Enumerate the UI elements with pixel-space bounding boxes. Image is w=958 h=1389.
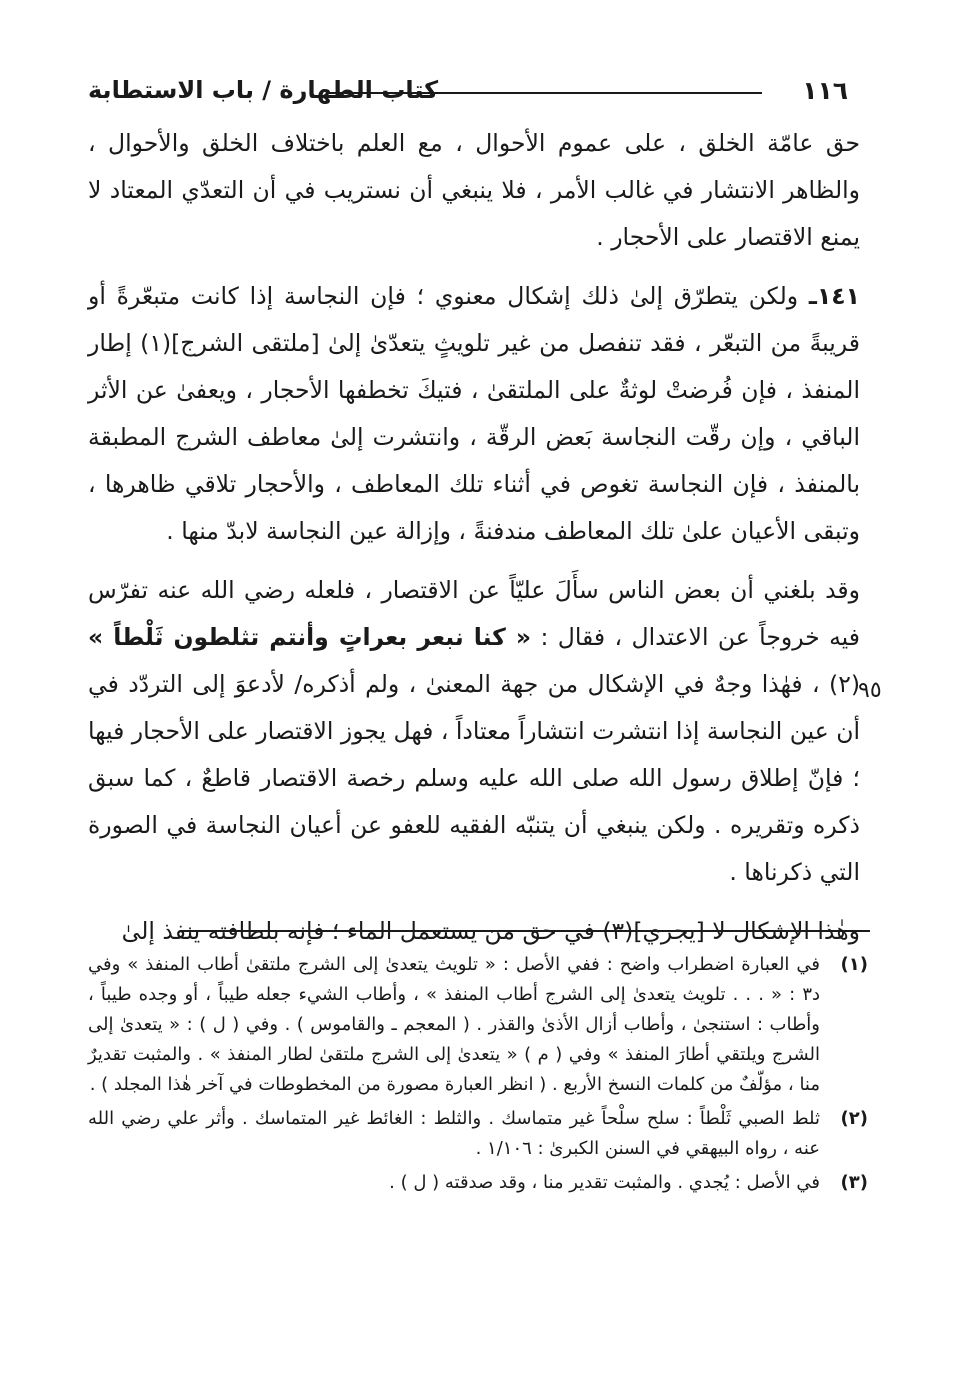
footnote-2 bbox=[88, 1104, 868, 1164]
paragraph-4: وهٰذا الإشكال لا [يجري](٣) في حق من يستعمل الماء ؛ فإنه بلطافته ينفذ إلىٰ bbox=[121, 917, 860, 945]
paragraph-3 bbox=[88, 567, 860, 896]
running-title: كتاب الطهارة / باب الاستطابة bbox=[88, 76, 439, 104]
page-header bbox=[88, 72, 848, 112]
paragraph-141 bbox=[88, 273, 860, 555]
paragraph-3-text-a: وقد بلغني أن بعض الناس سأَلَ عليّاً عن الاقتصار ، فلعله رضي الله عنه تفرّس فيه خروجاً عن الاعتدال ، فقال : bbox=[88, 576, 860, 651]
footnote-text: في الأصل : يُجدي . والمثبت تقدير منا ، وقد صدقته ( ل ) . bbox=[389, 1172, 820, 1193]
paragraph-number: ١٤١ـ bbox=[808, 282, 860, 310]
footnote-text: في العبارة اضطراب واضح : ففي الأصل : « تلويث يتعدىٰ إلى الشرج ملتقىٰ أطاب المنفذ » وفي د٣ : « . . . تلويث يتعدىٰ إلى الشرج أطاب المنفذ » ، وأطاب الشيء جعله طيباً ، أو وجده طيباً ، وأطاب : استنجىٰ ، وأطاب أزال الأذىٰ والقذر . ( المعجم ـ والقاموس ) . وفي ( ل ) : « يتعدىٰ إلى الشرج ويلتقي أطارَ المنفذ » وفي ( م ) « يتعدىٰ إلى الشرج ملتقىٰ لطار المنفذ » . والمثبت تقديرٌ منا ، مؤلّفٌ من كلمات النسخ الأربع . ( انظر العبارة مصورة من المخطوطات في آخر هٰذا المجلد ) . bbox=[88, 954, 820, 1095]
footnote-3 bbox=[88, 1168, 868, 1198]
footnote-mark: (١) bbox=[840, 954, 868, 975]
quote-ali: « كنا نبعر بعراتٍ وأنتم تثلطون ثَلْطاً » bbox=[88, 623, 532, 651]
footnotes bbox=[88, 950, 868, 1202]
page-number: ١١٦ bbox=[802, 76, 848, 105]
paragraph-141-text: ولكن يتطرّق إلىٰ ذلك إشكال معنوي ؛ فإن النجاسة إذا كانت متبعّرةً أو قريبةً من التبعّر ، فقد تنفصل من غير تلويثٍ يتعدّىٰ إلىٰ [ملتقى الشرج](١) إطار المنفذ ، فإن فُرضتْ لوثةٌ على الملتقىٰ ، فتيكَ تخطفها الأحجار ، ويعفىٰ عن الأثر الباقي ، وإن رقّت النجاسة بَعض الرقّة ، وانتشرت إلىٰ معاطف الشرج المطبقة بالمنفذ ، فإن النجاسة تغوص في أثناء تلك المعاطف ، والأحجار تلاقي ظاهرها ، وتبقى الأعيان علىٰ تلك المعاطف مندفنةً ، وإزالة عين النجاسة لابدّ منها . bbox=[88, 282, 860, 545]
footnote-mark: (٢) bbox=[840, 1108, 868, 1129]
paragraph-3-text-b: (٢) ، فهٰذا وجهٌ في الإشكال من جهة المعنىٰ ، ولم أذكره/ لأدعوَ إلى التردّد في أن عين النجاسة إذا انتشرت انتشاراً معتاداً ، فهل يجوز الاقتصار على الأحجار فيها ؛ فإنّ إطلاق رسول الله صلى الله عليه وسلم رخصة الاقتصار قاطعٌ ، كما سبق ذكره وتقريره . ولكن ينبغي أن يتنبّه الفقيه للعفو عن أعيان النجاسة في الصورة التي ذكرناها . bbox=[87, 670, 860, 886]
footnote-text: ثلط الصبي ثَلْطاً : سلح سلْحاً غير متماسك . والثلط : الغائط غير المتماسك . وأثر علي رضي الله عنه ، رواه البيهقي في السنن الكبرىٰ : ١/١٠٦ . bbox=[88, 1108, 820, 1159]
footnote-separator bbox=[180, 930, 870, 932]
main-text bbox=[88, 120, 860, 955]
paragraph-1: حق عامّة الخلق ، على عموم الأحوال ، مع العلم باختلاف الخلق والأحوال ، والظاهر الانتشار في غالب الأمر ، فلا ينبغي أن نستريب في أن التعدّي المعتاد لا يمنع الاقتصار على الأحجار . bbox=[88, 129, 860, 251]
footnote-mark: (٣) bbox=[840, 1172, 868, 1193]
footnote-1 bbox=[88, 950, 868, 1100]
manuscript-folio-number: ٩٥ bbox=[858, 678, 882, 703]
